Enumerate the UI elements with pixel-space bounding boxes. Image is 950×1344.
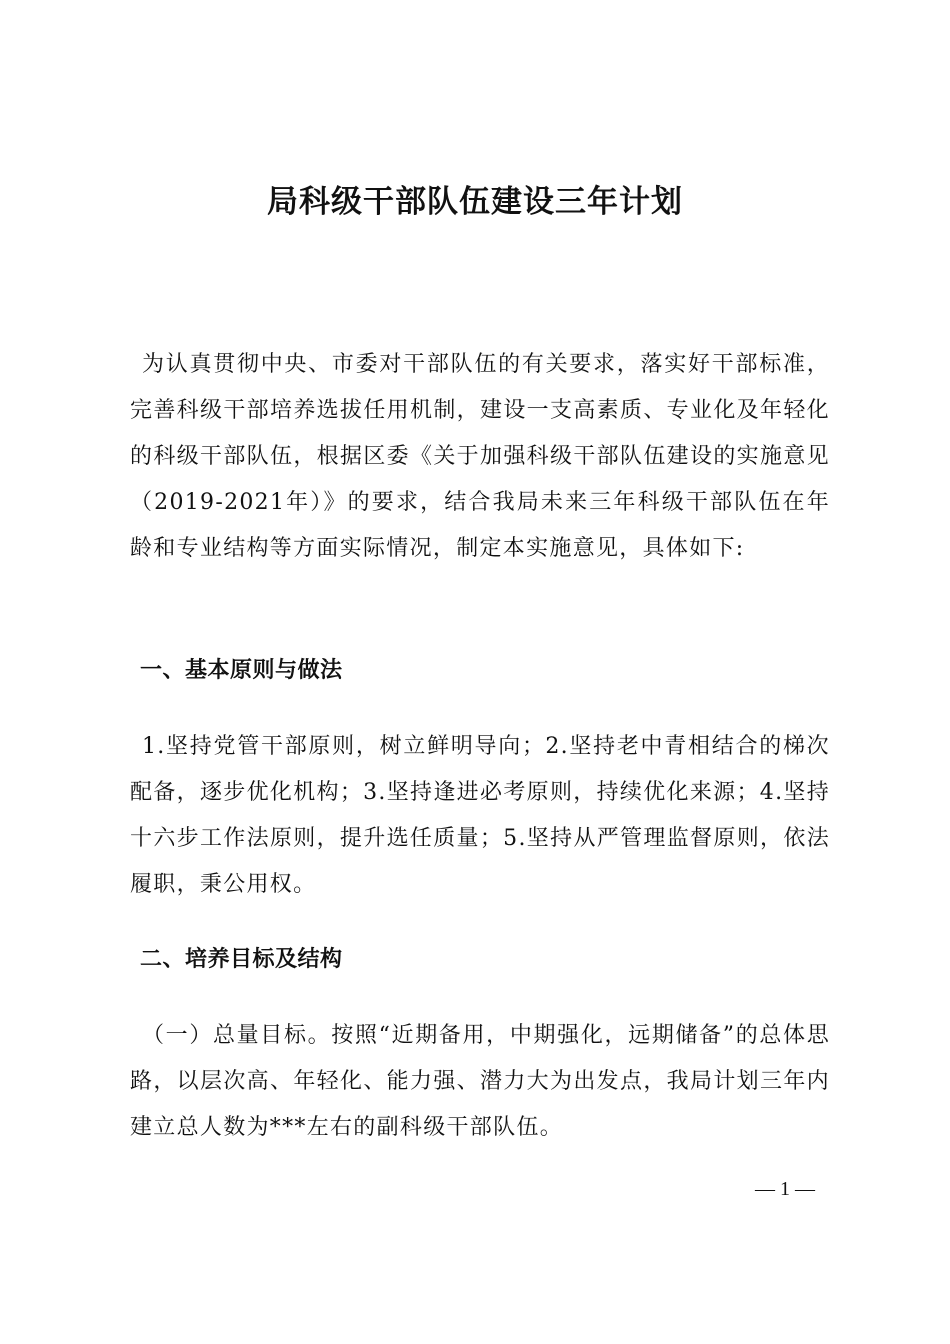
principles-paragraph: 1.坚持党管干部原则，树立鲜明导向；2.坚持老中青相结合的梯次配备，逐步优化机构；3.坚持逢进必考原则，持续优化来源；4.坚持十六步工作法原则，提升选任质量；5.坚持从严管理监督原则，依法履职，秉公用权。: [130, 734, 830, 897]
page-number: — 1 —: [755, 1178, 815, 1200]
section-heading-goals: 二、培养目标及结构: [140, 947, 343, 972]
goals-paragraph: （一）总量目标。按照“近期备用，中期强化，远期储备”的总体思路，以层次高、年轻化、能力强、潜力大为出发点，我局计划三年内建立总人数为***左右的副科级干部队伍。: [130, 1023, 830, 1140]
section-heading-principles: 一、基本原则与做法: [140, 658, 343, 683]
intro-paragraph: 为认真贯彻中央、市委对干部队伍的有关要求，落实好干部标准，完善科级干部培养选拔任用机制，建设一支高素质、专业化及年轻化的科级干部队伍，根据区委《关于加强科级干部队伍建设的实施意见（2019-2021年）》的要求，结合我局未来三年科级干部队伍在年龄和专业结构等方面实际情况，制定本实施意见，具体如下:: [130, 352, 830, 561]
document-title: 局科级干部队伍建设三年计划: [267, 184, 683, 220]
